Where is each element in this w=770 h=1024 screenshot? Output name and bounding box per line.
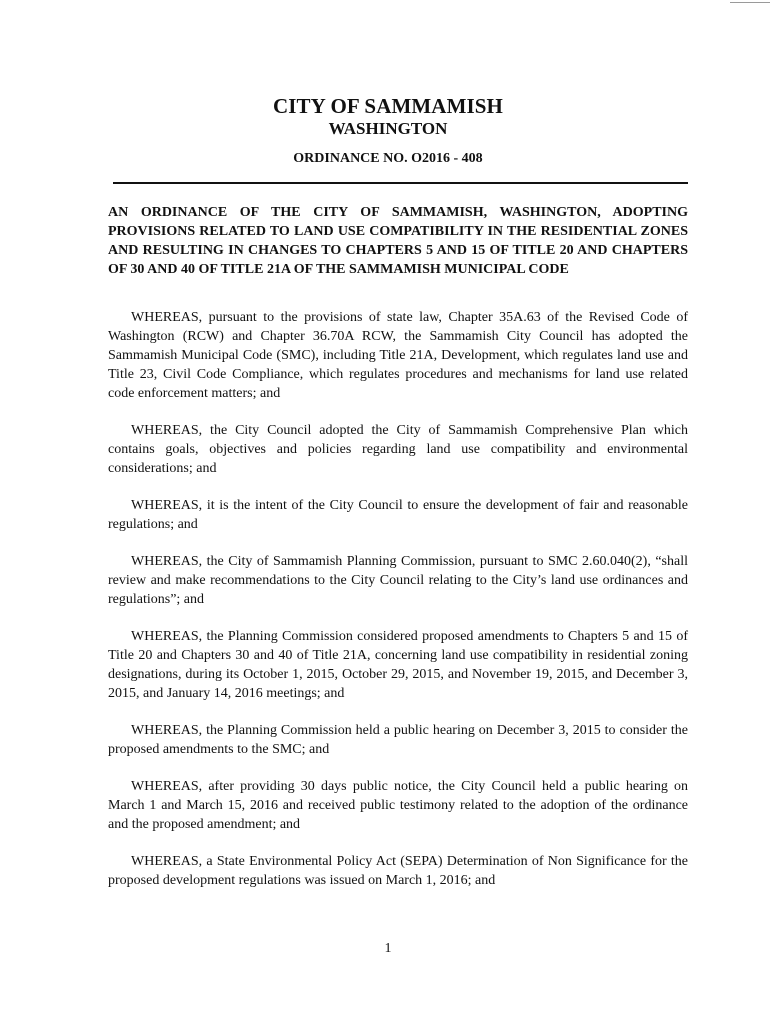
title-divider: [113, 182, 688, 184]
whereas-clause: WHEREAS, after providing 30 days public notice, the City Council held a public hearing on March 1 and March 15, 2016 and received public testimony related to the adoption of the ordinance and the proposed amendment; and: [108, 779, 688, 832]
ordinance-heading: AN ORDINANCE OF THE CITY OF SAMMAMISH, WASHINGTON, ADOPTING PROVISIONS RELATED TO LAND USE COMPATIBILITY IN THE RESIDENTIAL ZONES AND RESULTING IN CHANGES TO CHAPTERS 5 AND 15 OF TITLE 20 AND CHAPTERS OF 30 AND 40 OF TITLE 21A OF THE SAMMAMISH MUNICIPAL CODE: [108, 205, 688, 277]
whereas-clause: WHEREAS, the City of Sammamish Planning Commission, pursuant to SMC 2.60.040(2), “shall review and make recommendations to the City Council relating to the City’s land use ordinances and regulations”; and: [108, 554, 688, 607]
whereas-clause: WHEREAS, the Planning Commission considered proposed amendments to Chapters 5 and 15 of Title 20 and Chapters 30 and 40 of Title 21A, concerning land use compatibility in residential zoning designations, during its October 1, 2015, October 29, 2015, and November 19, 2015, and December 3, 2015, and January 14, 2016 meetings; and: [108, 629, 688, 701]
state-title: WASHINGTON: [328, 119, 448, 138]
ordinance-number: ORDINANCE NO. O2016 - 408: [293, 151, 483, 166]
whereas-clause: WHEREAS, the City Council adopted the City of Sammamish Comprehensive Plan which contains goals, objectives and policies regarding land use compatibility and environmental considerations; and: [108, 423, 688, 476]
whereas-clause: WHEREAS, a State Environmental Policy Act (SEPA) Determination of Non Significance for the proposed development regulations was issued on March 1, 2016; and: [108, 854, 688, 888]
whereas-clause: WHEREAS, it is the intent of the City Council to ensure the development of fair and reasonable regulations; and: [108, 498, 688, 532]
whereas-clause: WHEREAS, the Planning Commission held a public hearing on December 3, 2015 to consider the proposed amendments to the SMC; and: [108, 723, 688, 757]
whereas-clauses: [108, 308, 688, 908]
city-title: CITY OF SAMMAMISH: [273, 94, 503, 118]
scan-edge-mark: [730, 0, 770, 3]
page-number: 1: [384, 941, 392, 956]
whereas-clause: WHEREAS, pursuant to the provisions of state law, Chapter 35A.63 of the Revised Code of Washington (RCW) and Chapter 36.70A RCW, the Sammamish City Council has adopted the Sammamish Municipal Code (SMC), including Title 21A, Development, which regulates land use and Title 23, Civil Code Compliance, which regulates procedures and mechanisms for land use related code enforcement matters; and: [108, 310, 688, 401]
